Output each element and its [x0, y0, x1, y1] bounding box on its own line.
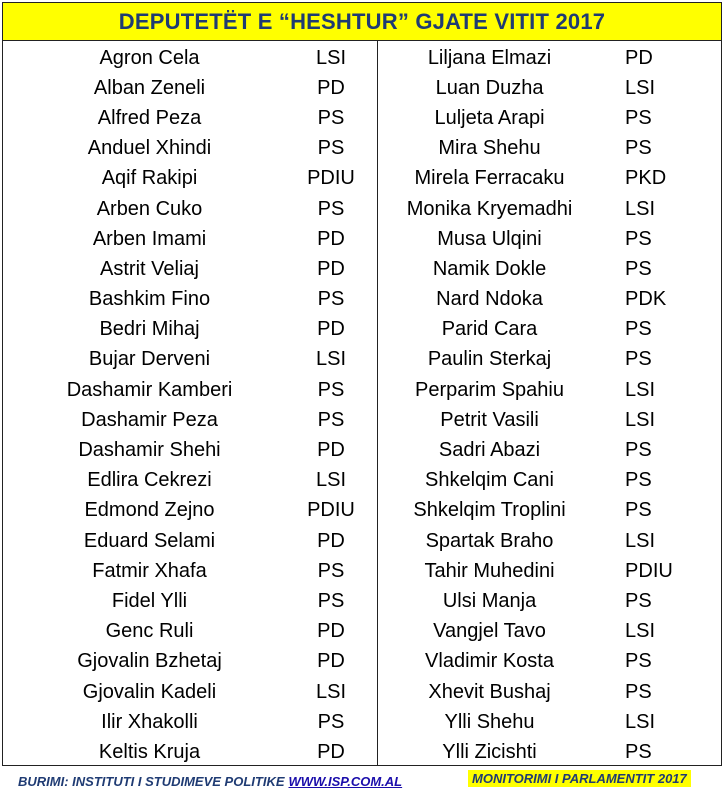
table-row: [378, 134, 722, 164]
member-name: Monika Kryemadhi: [406, 197, 573, 220]
table-row: [3, 194, 377, 224]
table-row: [3, 43, 377, 73]
member-name: Vangjel Tavo: [433, 620, 546, 643]
party-code: PS: [317, 197, 345, 220]
table-row: [378, 405, 722, 435]
member-name: Arben Imami: [92, 227, 207, 250]
member-name: Gjovalin Kadeli: [82, 680, 217, 703]
party-code: PD: [317, 529, 345, 552]
member-name: Genc Ruli: [105, 620, 194, 643]
table-row: [378, 375, 722, 405]
member-name: Ilir Xhakolli: [101, 710, 198, 733]
member-name: Mirela Ferracaku: [414, 167, 565, 190]
table-row: [378, 43, 722, 73]
member-name: Namik Dokle: [432, 257, 547, 280]
party-code: LSI: [625, 710, 656, 733]
member-name: Perparim Spahiu: [415, 378, 564, 401]
party-code: LSI: [315, 46, 347, 69]
table-row: [3, 315, 377, 345]
party-code: PS: [625, 589, 652, 612]
table-row: [3, 556, 377, 586]
party-code: LSI: [625, 76, 656, 99]
party-code: LSI: [625, 378, 656, 401]
party-code: PD: [317, 76, 345, 99]
party-code: PKD: [625, 167, 667, 190]
table-row: [3, 103, 377, 133]
member-name: Edmond Zejno: [84, 499, 215, 522]
table-row: [3, 345, 377, 375]
table-row: [378, 556, 722, 586]
table-row: [378, 73, 722, 103]
member-name: Keltis Kruja: [98, 740, 201, 763]
table-row: [378, 194, 722, 224]
table-row: [3, 707, 377, 737]
table-row: [3, 224, 377, 254]
member-name: Xhevit Bushaj: [428, 680, 551, 703]
member-name: Alban Zeneli: [93, 76, 206, 99]
member-name: Shkelqim Cani: [425, 469, 554, 492]
member-name: Musa Ulqini: [437, 227, 542, 250]
member-name: Tahir Muhedini: [424, 559, 555, 582]
party-code: PD: [317, 257, 345, 280]
party-code: PD: [317, 227, 345, 250]
party-code: LSI: [315, 680, 347, 703]
party-code: PD: [317, 318, 345, 341]
table-row: [378, 586, 722, 616]
member-name: Astrit Veliaj: [100, 257, 199, 280]
member-name: Mira Shehu: [438, 137, 541, 160]
table-row: [378, 496, 722, 526]
table-row: [3, 375, 377, 405]
party-code: LSI: [315, 348, 347, 371]
party-code: PS: [625, 740, 652, 763]
member-name: Shkelqim Troplini: [413, 499, 566, 522]
member-name: Ylli Shehu: [444, 710, 535, 733]
table-row: [3, 526, 377, 556]
left-column: [3, 43, 377, 768]
table-row: [378, 224, 722, 254]
table-row: [378, 315, 722, 345]
table-row: [378, 526, 722, 556]
table-row: [378, 707, 722, 737]
table-row: [3, 617, 377, 647]
table-row: [3, 405, 377, 435]
party-code: LSI: [625, 197, 656, 220]
party-code: PS: [625, 650, 652, 673]
table-row: [378, 285, 722, 315]
party-code: PDIU: [625, 559, 673, 582]
party-code: PD: [625, 46, 653, 69]
party-code: PS: [317, 559, 345, 582]
party-code: PS: [625, 227, 652, 250]
member-name: Ulsi Manja: [442, 589, 537, 612]
party-code: LSI: [315, 469, 347, 492]
party-code: PS: [317, 106, 345, 129]
member-name: Bujar Derveni: [88, 348, 211, 371]
member-name: Nard Ndoka: [436, 288, 543, 311]
party-code: LSI: [625, 408, 656, 431]
table-frame: [2, 2, 722, 766]
table-row: [378, 345, 722, 375]
table-row: [3, 285, 377, 315]
table-row: [3, 737, 377, 767]
table-row: [3, 254, 377, 284]
member-name: Paulin Sterkaj: [427, 348, 552, 371]
party-code: PS: [317, 288, 345, 311]
party-code: PS: [317, 589, 345, 612]
member-name: Parid Cara: [441, 318, 538, 341]
member-name: Ylli Zicishti: [442, 740, 537, 763]
party-code: PS: [625, 469, 652, 492]
party-code: PS: [625, 257, 652, 280]
party-code: PDIU: [307, 499, 355, 522]
member-name: Edlira Cekrezi: [87, 469, 212, 492]
footer: [0, 766, 726, 796]
table-row: [3, 73, 377, 103]
party-code: PS: [317, 710, 345, 733]
table-row: [3, 677, 377, 707]
table-row: [3, 134, 377, 164]
member-name: Petrit Vasili: [440, 408, 539, 431]
party-code: PS: [625, 318, 652, 341]
monitor-label: MONITORIMI I PARLAMENTIT 2017: [468, 770, 691, 787]
table-row: [3, 466, 377, 496]
member-name: Spartak Braho: [425, 529, 554, 552]
member-name: Fidel Ylli: [111, 589, 188, 612]
party-code: PS: [625, 439, 652, 462]
member-name: Luljeta Arapi: [434, 106, 545, 129]
member-name: Alfred Peza: [97, 106, 202, 129]
member-name: Dashamir Shehi: [78, 439, 221, 462]
member-name: Liljana Elmazi: [427, 46, 552, 69]
member-name: Vladimir Kosta: [425, 650, 554, 673]
member-name: Fatmir Xhafa: [92, 559, 207, 582]
source-link[interactable]: WWW.ISP.COM.AL: [288, 773, 403, 789]
party-code: LSI: [625, 529, 656, 552]
table-row: [378, 103, 722, 133]
party-code: PS: [625, 348, 652, 371]
party-code: PS: [317, 137, 345, 160]
party-code: PS: [625, 680, 652, 703]
table-row: [3, 586, 377, 616]
source-label: BURIMI: INSTITUTI I STUDIMEVE POLITIKE: [18, 773, 285, 789]
title-bar: [3, 3, 721, 41]
right-column: [378, 43, 722, 768]
member-name: Bedri Mihaj: [99, 318, 200, 341]
party-code: PD: [317, 740, 345, 763]
table-row: [378, 164, 722, 194]
party-code: PS: [317, 378, 345, 401]
table-row: [378, 254, 722, 284]
member-name: Bashkim Fino: [88, 288, 211, 311]
party-code: LSI: [625, 620, 656, 643]
party-code: PS: [625, 499, 652, 522]
party-code: PD: [317, 650, 345, 673]
party-code: PDIU: [307, 167, 355, 190]
member-name: Dashamir Peza: [81, 408, 218, 431]
party-code: PD: [317, 439, 345, 462]
table-row: [378, 466, 722, 496]
table-row: [378, 737, 722, 767]
member-name: Anduel Xhindi: [87, 137, 212, 160]
member-name: Gjovalin Bzhetaj: [77, 650, 222, 673]
party-code: PS: [317, 408, 345, 431]
member-name: Luan Duzha: [435, 76, 544, 99]
member-name: Agron Cela: [99, 46, 200, 69]
table-row: [3, 496, 377, 526]
table-row: [378, 677, 722, 707]
member-name: Aqif Rakipi: [101, 167, 198, 190]
member-name: Arben Cuko: [96, 197, 203, 220]
table-row: [378, 617, 722, 647]
table-row: [378, 435, 722, 465]
table-row: [3, 164, 377, 194]
member-name: Sadri Abazi: [438, 439, 541, 462]
table-row: [378, 647, 722, 677]
party-code: PS: [625, 106, 652, 129]
member-name: Dashamir Kamberi: [66, 378, 233, 401]
party-code: PS: [625, 137, 652, 160]
party-code: PDK: [625, 288, 667, 311]
party-code: PD: [317, 620, 345, 643]
table-row: [3, 647, 377, 677]
member-name: Eduard Selami: [83, 529, 216, 552]
table-row: [3, 435, 377, 465]
page-title: DEPUTETËT E “HESHTUR” GJATE VITIT 2017: [118, 8, 606, 34]
